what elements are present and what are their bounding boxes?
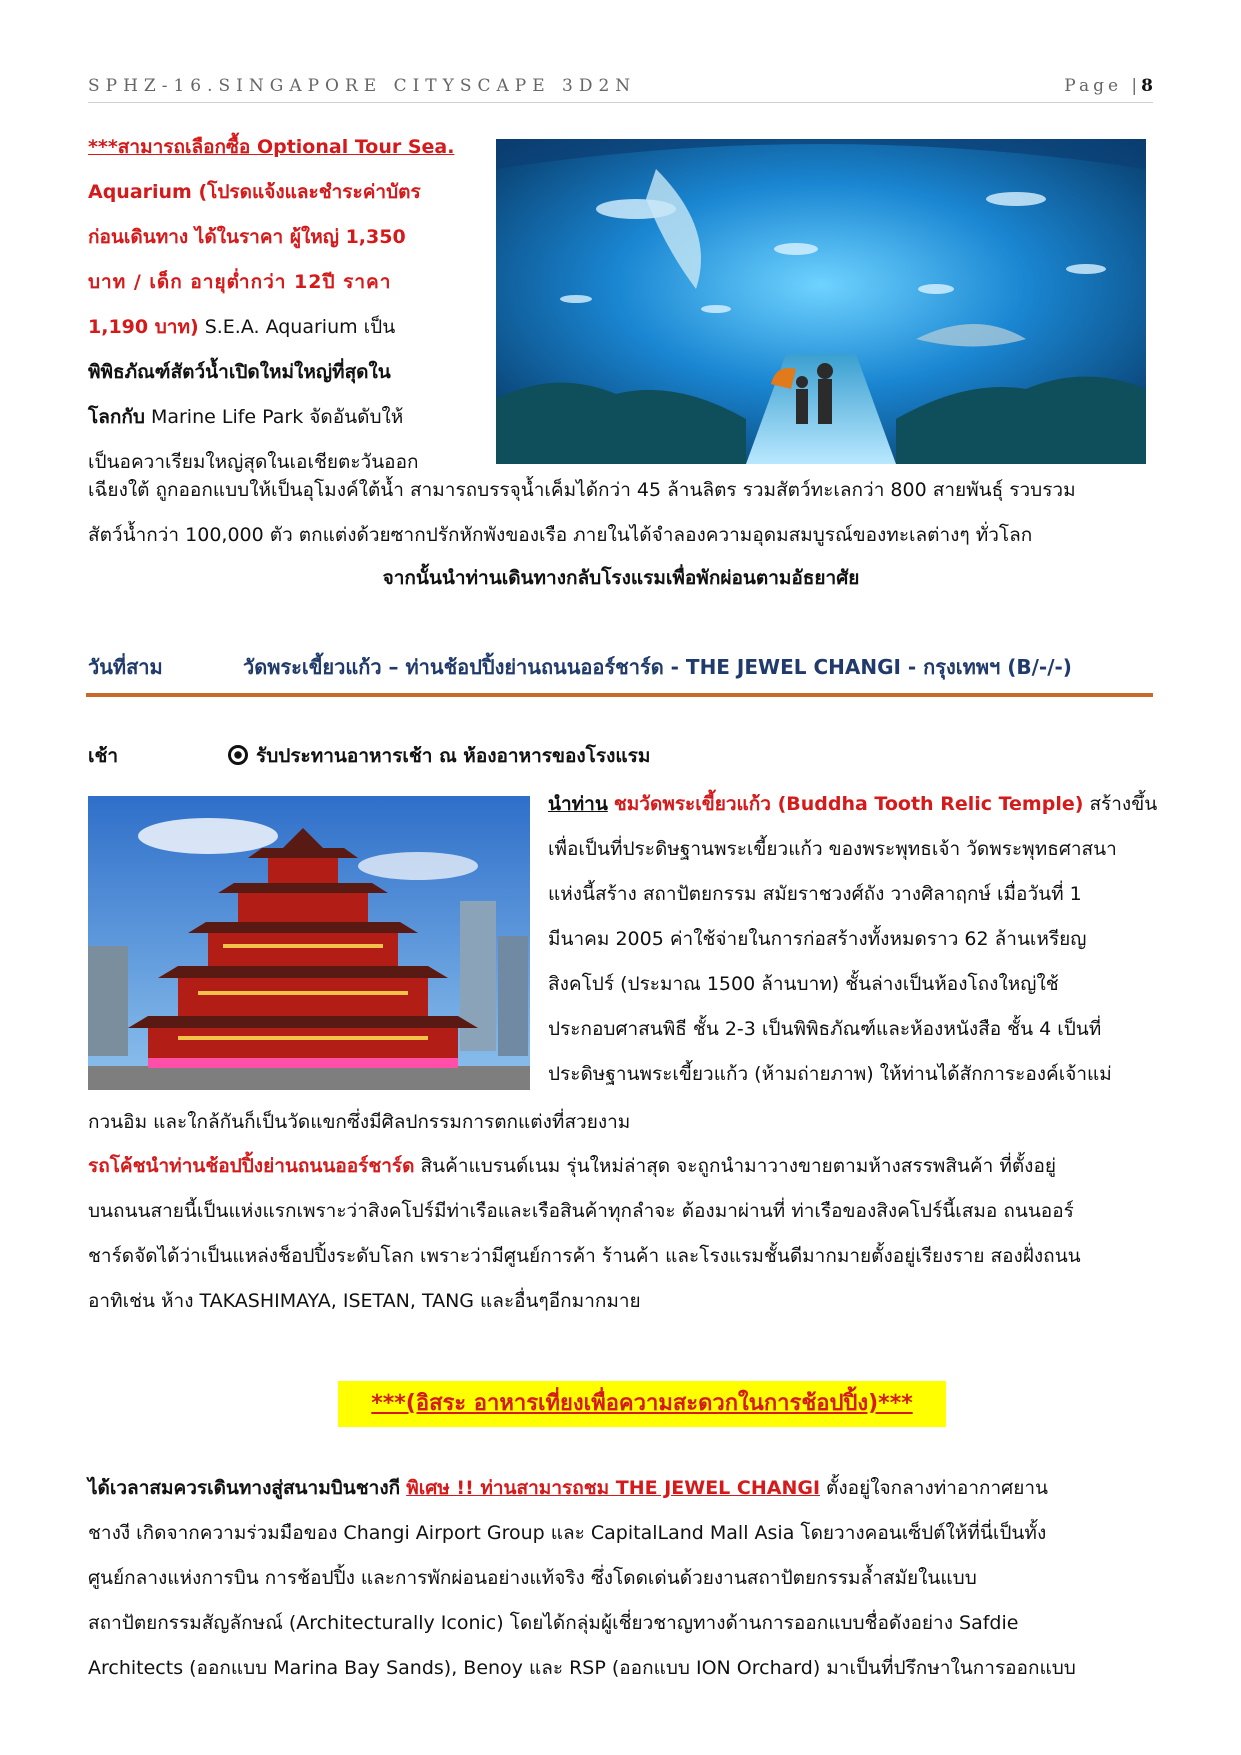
- lunch-banner: ***(อิสระ อาหารเที่ยงเพื่อความสะดวกในการช้อปปิ้ง)***: [338, 1381, 946, 1427]
- day-divider: [86, 693, 1153, 697]
- document-title: SPHZ-16.SINGAPORE CITYSCAPE 3D2N: [88, 76, 637, 96]
- changi-highlight: พิเศษ !! ท่านสามารถชม THE JEWEL CHANGI: [406, 1477, 821, 1499]
- changi-paragraph: ได้เวลาสมควรเดินทางสู่สนามบินชางกี พิเศษ !! ท่านสามารถชม THE JEWEL CHANGI ตั้งอยู่ใจกลางท่าอากาศยาน ชางงี เกิดจากความร่วมมือของ Changi Airport Group และ CapitalLand Mall Asia โดยวางคอนเซ็ปต์ให้ที่นี่เป็นทั้ง ศูนย์กลางแห่งการบิน การช้อปปิ้ง และการพักผ่อนอย่างแท้จริง ซึ่งโดดเด่นด้วยงานสถาปัตยกรรมล้ำสมัยในแบบ สถาปัตยกรรมสัญลักษณ์ (Architecturally Iconic) โดยได้กลุ่มผู้เชี่ยวชาญทางด้านการออกแบบชื่อดังอย่าง Safdie Architects (ออกแบบ Marina Bay Sands), Benoy และ RSP (ออกแบบ ION Orchard) มาเป็นที่ปรึกษาในการออกแบบ: [88, 1477, 1076, 1679]
- aquarium-offer-line: ***สามารถเลือกซื้อ Optional Tour Sea.: [88, 136, 455, 158]
- temple-paragraph-cont: กวนอิม และใกล้กันก็เป็นวัดแขกซึ่งมีศิลปกรรมการตกแต่งที่สวยงาม: [88, 1111, 631, 1133]
- temple-title: ชมวัดพระเขี้ยวแก้ว (Buddha Tooth Relic Temple): [613, 793, 1084, 815]
- aquarium-paragraph-cont: เฉียงใต้ ถูกออกแบบให้เป็นอุโมงค์ใต้น้ำ สามารถบรรจุน้ำเค็มได้กว่า 45 ล้านลิตร รวมสัตว์ทะเลกว่า 800 สายพันธุ์ รวบรวม สัตว์น้ำกว่า 100,000 ตัว ตกแต่งด้วยซากปรักหักพังของเรือ ภายในได้จำลองความอุดมสมบูรณ์ของทะเลต่างๆ ทั่วโลก: [88, 479, 1076, 546]
- orchard-paragraph: รถโค้ชนำท่านช้อปปิ้งย่านถนนออร์ชาร์ด สินค้าแบรนด์เนม รุ่นใหม่ล่าสุด จะถูกนำมาวางขายตามห้างสรรพสินค้า ที่ตั้งอยู่ บนถนนสายนี้เป็นแห่งแรกเพราะว่าสิงคโปร์มีท่าเรือและเรือสินค้าทุกลำจะ ต้องมาผ่านที่ ท่าเรือของสิงคโปร์นี้เสมอ ถนนออร์ ชาร์ดจัดได้ว่าเป็นแหล่งช็อปปิ้งระดับโลก เพราะว่ามีศูนย์การค้า ร้านค้า และโรงแรมชั้นดีมากมายตั้งอยู่เรียงราย สองฝั่งถนน อาทิเช่น ห้าง TAKASHIMAYA, ISETAN, TANG และอื่นๆอีกมากมาย: [88, 1155, 1081, 1312]
- temple-paragraph: นำท่าน ชมวัดพระเขี้ยวแก้ว (Buddha Tooth Relic Temple) สร้างขึ้น เพื่อเป็นที่ประดิษฐานพระเขี้ยวแก้ว ของพระพุทธเจ้า วัดพระพุทธศาสนา แห่งนี้สร้าง สถาปัตยกรรม สมัยราชวงศ์ถัง วางศิลาฤกษ์ เมื่อวันที่ 1 มีนาคม 2005 ค่าใช้จ่ายในการก่อสร้างทั้งหมดราว 62 ล้านเหรียญ สิงคโปร์ (ประมาณ 1500 ล้านบาท) ชั้นล่างเป็นห้องโถงใหญ่ใช้ ประกอบศาสนพิธี ชั้น 2-3 เป็นพิพิธภัณฑ์และห้องหนังสือ ชั้น 4 เป็นที่ ประดิษฐานพระเขี้ยวแก้ว (ห้ามถ่ายภาพ) ให้ท่านได้สักการะองค์เจ้าแม่: [548, 793, 1158, 1085]
- breakfast-row: รับประทานอาหารเช้า ณ ห้องอาหารของโรงแรม: [228, 734, 650, 779]
- breakfast-label: เช้า: [88, 745, 119, 767]
- aquarium-paragraph: ***สามารถเลือกซื้อ Optional Tour Sea. Aquarium (โปรดแจ้งและชำระค่าบัตร ก่อนเดินทาง ได้ในราคา ผู้ใหญ่ 1,350 บาท / เด็ก อายุต่ำกว่า 12ปี ราคา 1,190 บาท) S.E.A. Aquarium เป็น พิพิธภัณฑ์สัตว์น้ำเปิดใหม่ใหญ่ที่สุดใน โลกกับ Marine Life Park จัดอันดับให้ เป็นอควาเรียมใหญ่สุดในเอเชียตะวันออก: [88, 136, 455, 473]
- aquarium-photo: [496, 139, 1146, 464]
- temple-photo: [88, 796, 530, 1090]
- day-label: วันที่สาม: [88, 655, 163, 679]
- page-header: [88, 76, 1153, 103]
- day-route: วัดพระเขี้ยวแก้ว – ท่านช้อปปิ้งย่านถนนออร์ชาร์ด - THE JEWEL CHANGI - กรุงเทพฯ (B/-/-): [243, 655, 1072, 679]
- orchard-title: รถโค้ชนำท่านช้อปปิ้งย่านถนนออร์ชาร์ด: [88, 1155, 415, 1177]
- return-hotel-line: จากนั้นนำท่านเดินทางกลับโรงแรมเพื่อพักผ่อนตามอัธยาศัย: [382, 567, 860, 589]
- page-number: Page |8: [1064, 76, 1153, 96]
- plate-icon: [228, 745, 248, 765]
